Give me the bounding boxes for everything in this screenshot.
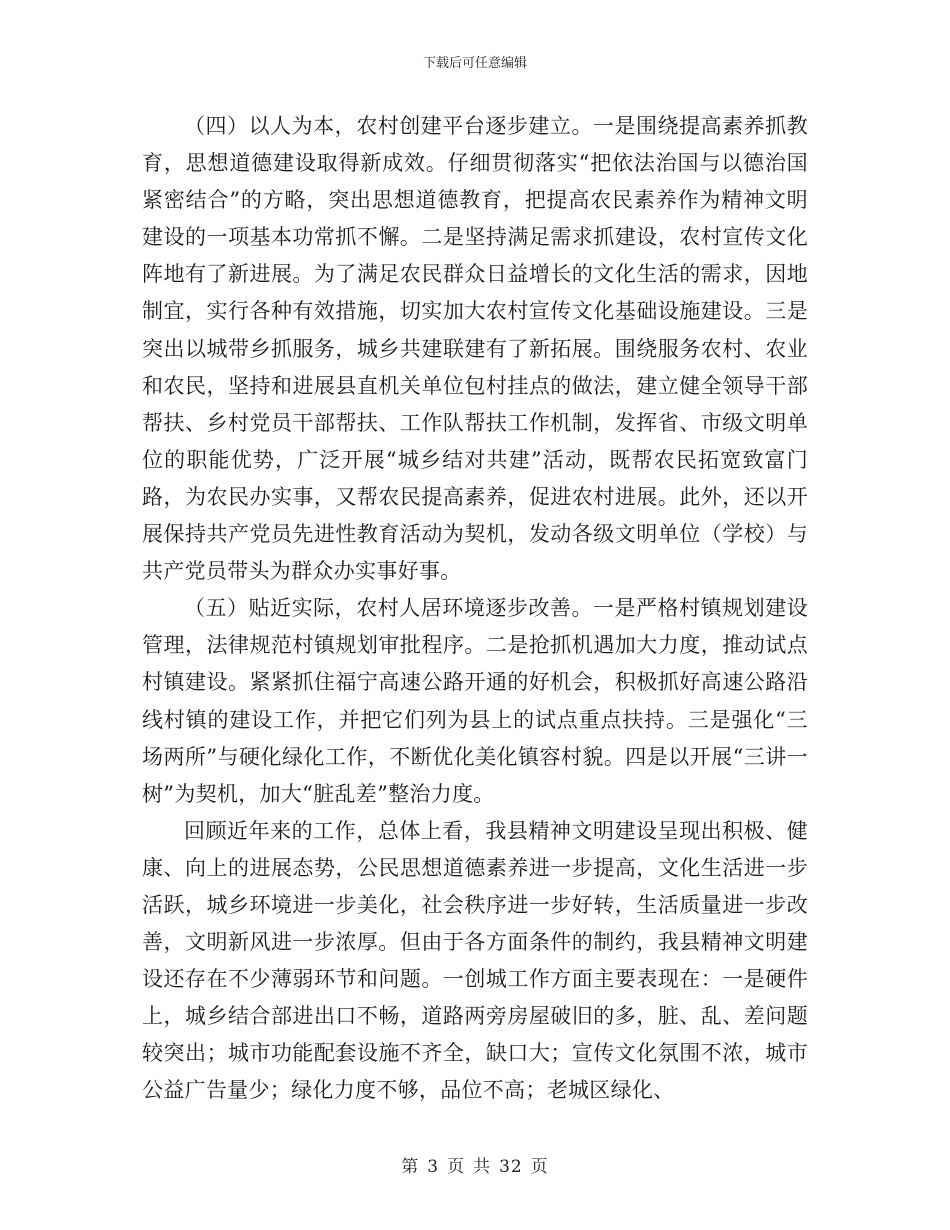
page-number: 3 bbox=[427, 1157, 440, 1177]
page-unit: 页 bbox=[447, 1157, 466, 1177]
paragraph: （四）以人为本，农村创建平台逐步建立。一是围绕提高素养抓教育，思想道德建设取得新成效。仔细贯彻落实“把依法治国与以德治国紧密结合”的方略，突出思想道德教育，把提高农民素养作为精神文明建设的一项基本功常抓不懈。二是坚持满足需求抓建设，农村宣传文化阵地有了新进展。为了满足农民群众日益增长的文化生活的需求，因地制宜，实行各种有效措施，切实加大农村宣传文化基础设施建设。三是突出以城带乡抓服务，城乡共建联建有了新拓展。围绕服务农村、农业和农民，坚持和进展县直机关单位包村挂点的做法，建立健全领导干部帮扶、乡村党员干部帮扶、工作队帮扶工作机制，发挥省、市级文明单位的职能优势，广泛开展“城乡结对共建”活动，既帮农民拓宽致富门路，为农民办实事，又帮农民提高素养，促进农村进展。此外，还以开展保持共产党员先进性教育活动为契机，发动各级文明单位（学校）与共产党员带头为群众办实事好事。 bbox=[142, 114, 808, 584]
paragraph: 回顾近年来的工作，总体上看，我县精神文明建设呈现出积极、健康、向上的进展态势，公民思想道德素养进一步提高，文化生活进一步活跃，城乡环境进一步美化，社会秩序进一步好转，生活质量进一步改善，文明新风进一步浓厚。但由于各方面条件的制约，我县精神文明建设还存在不少薄弱环节和问题。一创城工作方面主要表现在：一是硬件上，城乡结合部进出口不畅，道路两旁房屋破旧的多，脏、乱、差问题较突出；城市功能配套设施不齐全，缺口大；宣传文化氛围不浓，城市公益广告量少；绿化力度不够，品位不高；老城区绿化、 bbox=[142, 818, 808, 1103]
total-pages: 32 bbox=[499, 1157, 523, 1177]
paragraph: （五）贴近实际，农村人居环境逐步改善。一是严格村镇规划建设管理，法律规范村镇规划审批程序。二是抢抓机遇加大力度，推动试点村镇建设。紧紧抓住福宁高速公路开通的好机会，积极抓好高速公路沿线村镇的建设工作，并把它们列为县上的试点重点扶持。三是强化“三场两所”与硬化绿化工作，不断优化美化镇容村貌。四是以开展“三讲一树”为契机，加大“脏乱差”整治力度。 bbox=[142, 596, 808, 806]
page-footer bbox=[0, 1152, 950, 1177]
page-header: 下载后可任意编辑 bbox=[422, 56, 527, 71]
page-label: 第 bbox=[401, 1157, 420, 1177]
document-body bbox=[142, 108, 808, 1110]
total-label: 共 bbox=[473, 1157, 492, 1177]
total-unit: 页 bbox=[530, 1157, 549, 1177]
